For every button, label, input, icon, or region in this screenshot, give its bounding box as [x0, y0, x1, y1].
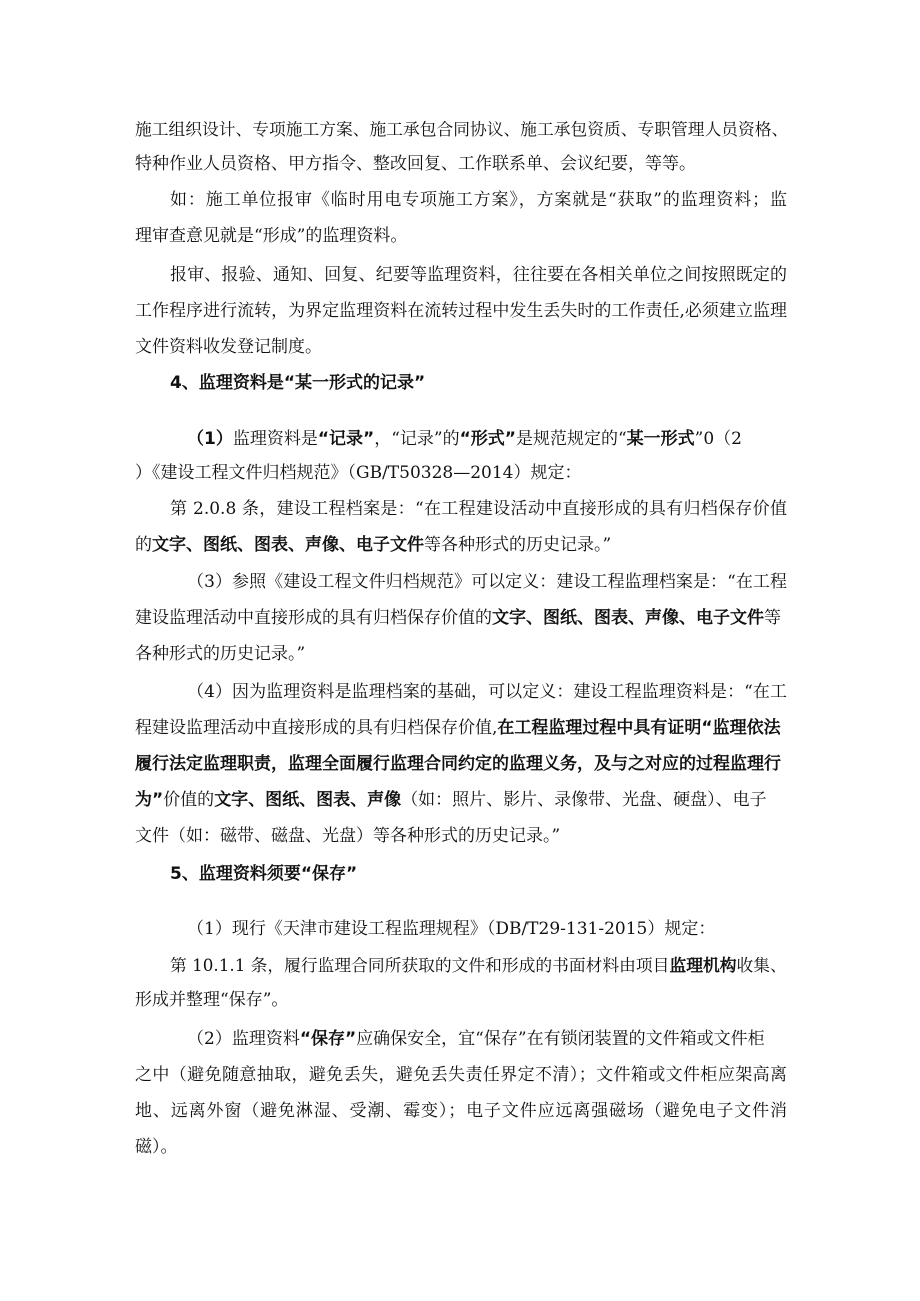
paragraph-line	[135, 606, 787, 630]
text-run: （2）监理资料	[187, 1029, 300, 1049]
paragraph-line: 磁）。	[135, 1137, 178, 1157]
paragraph-line: 施工组织设计、专项施工方案、施工承包合同协议、施工承包资质、专职管理人员资格、	[135, 119, 789, 139]
emphasis-text: 为”	[135, 790, 164, 810]
emphasis-line: 履行法定监理职责，监理全面履行监理合同约定的监理义务，及与之对应的过程监理行	[135, 754, 781, 774]
emphasis-text: 文字、图纸、图表、声像、电子文件	[152, 535, 424, 555]
paragraph-line	[135, 788, 787, 812]
text-run: 收集、	[736, 955, 787, 975]
text-run: ，“记录”的	[374, 429, 460, 449]
paragraph-line	[187, 427, 787, 451]
text-run: 价值的	[163, 790, 215, 810]
paragraph-line: 第 2.0.8 条，建设工程档案是：“在工程建设活动中直接形成的具有归档保存价值	[170, 499, 787, 519]
text-run: 程建设监理活动中直接形成的具有归档保存价值,	[135, 718, 498, 738]
text-run: 建设监理活动中直接形成的具有归档保存价值的	[135, 608, 492, 628]
example-paragraph-line: 如：施工单位报审《临时用电专项施工方案》，方案就是“获取”的监理资料；监	[170, 190, 787, 210]
text-run: 是规范规定的“	[515, 429, 627, 449]
emphasis-text: “记录”	[317, 429, 375, 449]
paragraph-line: 特种作业人员资格、甲方指令、整改回复、工作联系单、会议纪要，等等。	[135, 154, 696, 174]
paragraph-line	[170, 953, 787, 977]
text-run: 的	[135, 535, 152, 555]
emphasis-text: 监理机构	[669, 955, 737, 975]
paragraph-line: ）《建设工程文件归档规范》（GB/T50328—2014）规定：	[135, 463, 582, 483]
text-run: ”0（2	[694, 429, 742, 449]
flow-paragraph-line: 工作程序进行流转，为界定监理资料在流转过程中发生丢失时的工作责任,必须建立监理	[135, 301, 787, 321]
emphasis-text: 文字、图纸、图表、声像、电子文件	[492, 608, 764, 628]
emphasis-text: “保存”	[299, 1029, 357, 1049]
section-heading: 4、监理资料是“某一形式的记录”	[170, 373, 426, 393]
flow-paragraph-line: 报审、报验、通知、回复、纪要等监理资料，往往要在各相关单位之间按照既定的	[170, 265, 787, 285]
paragraph-line: 文件（如：磁带、磁盘、光盘）等各种形式的历史记录。”	[135, 826, 561, 846]
paragraph-line: 地、远离外窗（避免淋湿、受潮、霉变）；电子文件应远离强磁场（避免电子文件消	[135, 1101, 787, 1121]
paragraph-line: 形成并整理“保存”。	[135, 990, 289, 1010]
emphasis-text: “形式”	[459, 429, 516, 449]
paragraph-line: （4）因为监理资料是监理档案的基础，可以定义：建设工程监理资料是：“在工	[187, 682, 787, 702]
paragraph-number: （1）	[187, 429, 233, 449]
paragraph-line	[135, 716, 787, 740]
paragraph-line: （3）参照《建设工程文件归档规范》可以定义：建设工程监理档案是：“在工程	[187, 572, 787, 592]
text-run: 第 10.1.1 条，履行监理合同所获取的文件和形成的书面材料由项目	[170, 955, 670, 975]
emphasis-text: 在工程监理过程中具有证明“监理依法	[497, 718, 781, 738]
text-run: 等	[764, 608, 781, 628]
text-run: 监理资料是	[232, 429, 318, 449]
paragraph-line: 之中（避免随意抽取，避免丢失，避免丢失责任界定不清）；文件箱或文件柜应架高离	[135, 1065, 787, 1085]
section-heading: 5、监理资料须要“保存”	[170, 864, 358, 884]
paragraph-line: （1）现行《天津市建设工程监理规程》（DB/T29-131-2015）规定：	[187, 919, 716, 939]
paragraph-line: 各种形式的历史记录。”	[135, 644, 306, 664]
example-paragraph-line: 理审查意见就是“形成”的监理资料。	[135, 226, 408, 246]
text-run: 等各种形式的历史记录。”	[424, 535, 612, 555]
text-run: 应确保安全，宜“保存”在有锁闭装置的文件箱或文件柜	[356, 1029, 765, 1049]
paragraph-line	[187, 1027, 787, 1051]
text-run: （如：照片、影片、录像带、光盘、硬盘）、电子	[401, 790, 767, 810]
emphasis-text: 某一形式	[626, 429, 695, 449]
emphasis-text: 文字、图纸、图表、声像	[214, 790, 402, 810]
paragraph-line	[135, 533, 787, 557]
flow-paragraph-line: 文件资料收发登记制度。	[135, 337, 322, 357]
